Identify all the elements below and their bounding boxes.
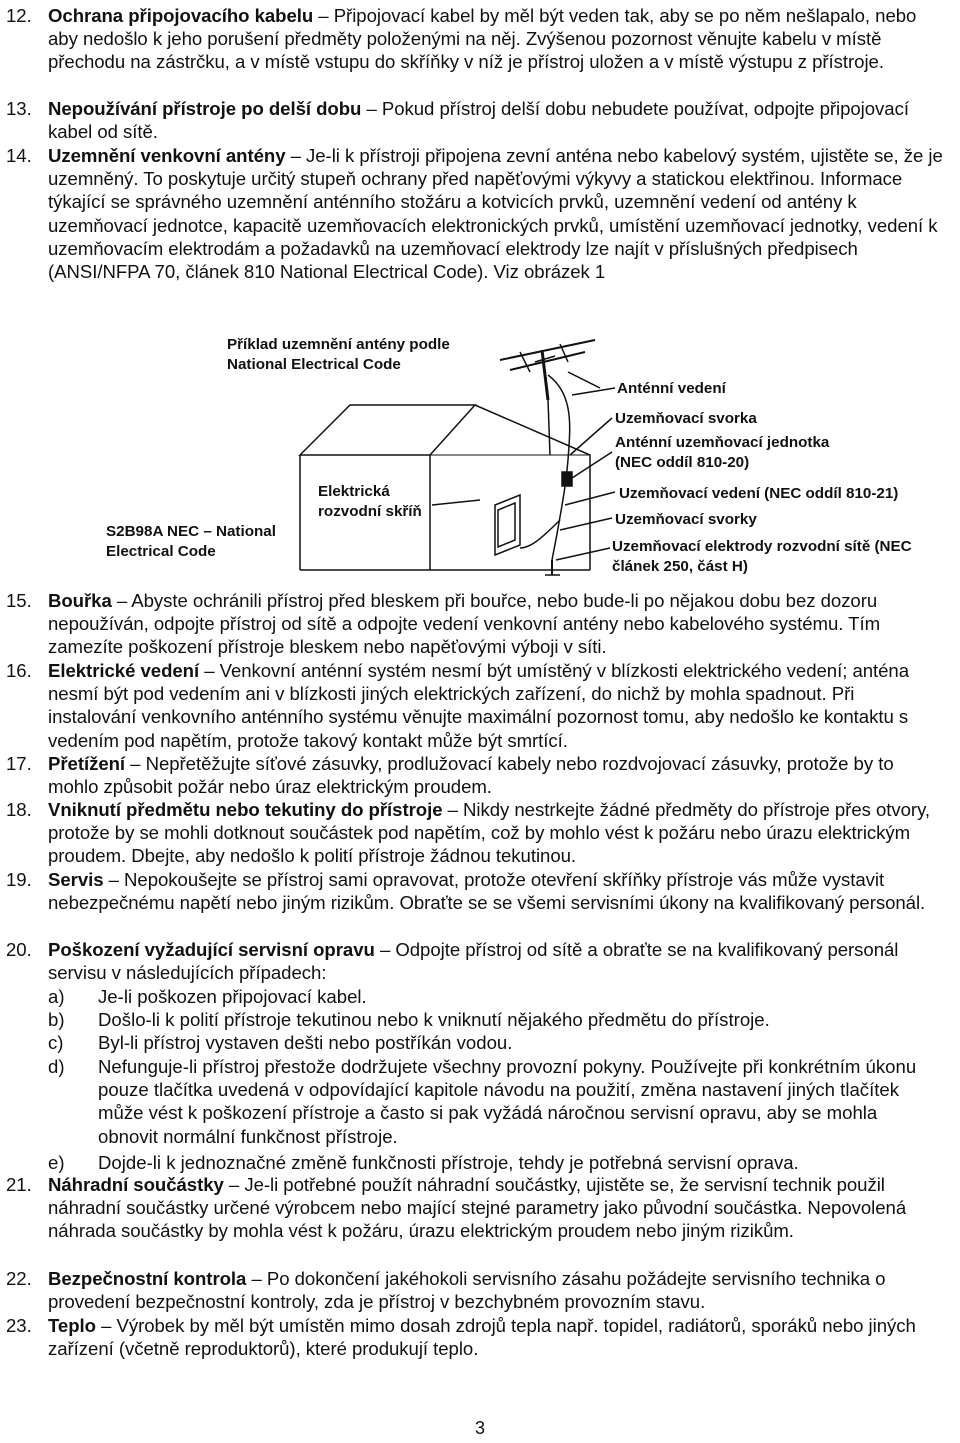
item-title: Elektrické vedení [48,660,200,681]
sub-item-letter: a) [48,986,65,1007]
item-title: Poškození vyžadující servisní opravu [48,939,375,960]
list-item [6,659,946,752]
list-item [6,752,946,798]
item-body: – Je-li k přístroji připojena zevní anténa nebo kabelový systém, ujistěte se, že je uzemněný. To poskytuje určitý stupeň ochrany před napěťovými výkyvy a statickou elektřinou. Informace týkající se správného uzemnění anténního stožáru a kotvicích prvků, uzemnění vedení od antény k uzemňovací jednotce, kapacitě uzemňovacích elektronických prvků, umístění uzemňovací jednotky, vedení k uzemňovacím elektrodám a požadavků na uzemňovací elektrody lze najít v příslušných předpisech (ANSI/NFPA 70, článek 810 National Electrical Code). Viz obrázek 1 [48,145,943,283]
sub-item-text: Nefunguje-li přístroj přestože dodržujete všechny provozní pokyny. Používejte při konkrétním úkonu pouze tlačítka uvedená v odpovídající kapitole návodu na použití, změna nastavení jiných tlačítek může vést k poškození přístroje a často si pak vyžádá náročnou servisní opravu, aby se mohla obnovit normální funkčnost přístroje. [98,1056,917,1147]
sub-list-item [48,985,938,1008]
list-item [6,1314,946,1360]
sub-item-letter: b) [48,1009,65,1030]
sub-item-letter: d) [48,1056,65,1077]
label-antenna-lead: Anténní vedení [617,380,726,397]
item-body: – Venkovní anténní systém nesmí být umístěný v blízkosti elektrického vedení; anténa nesmí být pod vedením ani v blízkosti jiných elektrických zařízení, do nichž by mohla spadnout. Při instalování venkovního anténního systému věnujte maximální pozornost tomu, aby nedošlo ke kontaktu s vedením pod napětím, protože takový kontakt může být smrtící. [48,660,910,751]
item-number: 20. [6,939,32,960]
item-body: – Odpojte přístroj od sítě a obraťte se na kvalifikovaný personál servisu v následujících případech: [48,939,899,984]
label-panel: Elektrická rozvodní skříň [318,483,422,520]
item-body: – Nepokoušejte se přístroj sami opravovat, protože otevření skříňky přístroje vás může vystavit nebezpečnému napětí nebo jiným rizikům. Obraťte se se všemi servisními úkony na kvalifikovaný personál. [48,869,926,914]
label-ground-unit: Anténní uzemňovací jednotka (NEC oddíl 810-20) [615,434,830,471]
item-title: Bezpečnostní kontrola [48,1268,247,1289]
item-body: – Po dokončení jakéhokoli servisního zásahu požádejte servisního technika o provedení bezpečnostní kontroly, zda je přístroj v bezchybném provozním stavu. [48,1268,886,1313]
item-body: – Abyste ochránili přístroj před bleskem při bouřce, nebo bude-li po nějakou dobu bez dozoru nepoužíván, odpojte přístroj od sítě a odpojte vedení venkovní antény nebo kabelového systému. Tím zamezíte poškození přístroje bleskem nebo napěťovými výboji v síti. [48,590,881,658]
item-number: 19. [6,869,32,890]
item-number: 15. [6,590,32,611]
sub-item-text: Došlo-li k polití přístroje tekutinou nebo k vniknutí nějakého předmětu do přístroje. [98,1009,770,1030]
item-title: Teplo [48,1315,96,1336]
item-title: Ochrana připojovacího kabelu [48,5,314,26]
item-title: Bouřka [48,590,112,611]
sub-list-item [48,1031,938,1054]
item-title: Vniknutí předmětu nebo tekutiny do přístroje [48,799,443,820]
sub-item-text: Je-li poškozen připojovací kabel. [98,986,367,1007]
item-body: – Nikdy nestrkejte žádné předměty do přístroje přes otvory, protože by se mohli dotknout součástek pod napětím, což by mohlo vést k požáru nebo úrazu elektrickým proudem. Dbejte, aby nedošlo k polití přístroje žádnou tekutinou. [48,799,931,867]
item-number: 14. [6,145,32,166]
list-item [6,1173,946,1243]
item-number: 21. [6,1174,32,1195]
item-body: – Nepřetěžujte síťové zásuvky, prodlužovací kabely nebo rozdvojovací zásuvky, protože by to mohlo způsobit požár nebo úraz elektrickým proudem. [48,753,894,798]
list-item [6,938,946,984]
item-body: – Výrobek by měl být umístěn mimo dosah zdrojů tepla např. topidel, radiátorů, sporáků nebo jiných zařízení (včetně reproduktorů), které produkují teplo. [48,1315,916,1360]
sub-list-item [48,1151,938,1174]
item-title: Servis [48,869,104,890]
item-body: – Pokud přístroj delší dobu nebudete používat, odpojte připojovací kabel od sítě. [48,98,909,143]
item-body: – Je-li potřebné použít náhradní součástky, ujistěte se, že servisní technik použil náhradní součástky určené výrobcem nebo mající stejné parametry jako původní součástka. Nepovolená náhrada součástky by mohla vést k požáru, úrazu elektrickým proudem nebo jiným rizikům. [48,1174,907,1242]
item-body: – Připojovací kabel by měl být veden tak, aby se po něm nešlapalo, nebo aby nedošlo k jeho porušení předměty položenými na něj. Zvýšenou pozornost věnujte kabelu v místě přechodu na zástrčku, a v místě vstupu do skříňky v níž je přístroj uložen a v místě výstupu z přístroje. [48,5,917,73]
list-item [6,589,946,659]
item-number: 23. [6,1315,32,1336]
item-number: 16. [6,660,32,681]
sub-item-letter: c) [48,1032,64,1053]
page-number: 3 [474,1418,485,1438]
sub-item-letter: e) [48,1152,65,1173]
item-title: Náhradní součástky [48,1174,224,1195]
list-item [6,798,946,868]
item-number: 22. [6,1268,32,1289]
list-item [6,1267,946,1313]
item-title: Nepoužívání přístroje po delší dobu [48,98,362,119]
figure-title: Příklad uzemnění antény podle National Electrical Code [227,336,450,373]
item-number: 18. [6,799,32,820]
item-number: 12. [6,5,32,26]
sub-list-item [48,1008,938,1031]
item-title: Uzemnění venkovní antény [48,145,286,166]
label-ground-clamp: Uzemňovací svorka [615,410,757,427]
label-ground-electrodes: Uzemňovací elektrody rozvodní sítě (NEC článek 250, část H) [612,538,912,575]
item-number: 17. [6,753,32,774]
label-nec: S2B98A NEC – National Electrical Code [106,523,276,560]
label-ground-conductors: Uzemňovací vedení (NEC oddíl 810-21) [619,485,899,502]
sub-item-text: Dojde-li k jednoznačné změně funkčnosti přístroje, tehdy je potřebná servisní oprava. [98,1152,799,1173]
sub-list-item [48,1055,938,1148]
list-item [6,868,946,914]
sub-item-text: Byl-li přístroj vystaven dešti nebo postříkán vodou. [98,1032,513,1053]
item-title: Přetížení [48,753,126,774]
label-ground-clamps: Uzemňovací svorky [615,511,757,528]
item-number: 13. [6,98,32,119]
